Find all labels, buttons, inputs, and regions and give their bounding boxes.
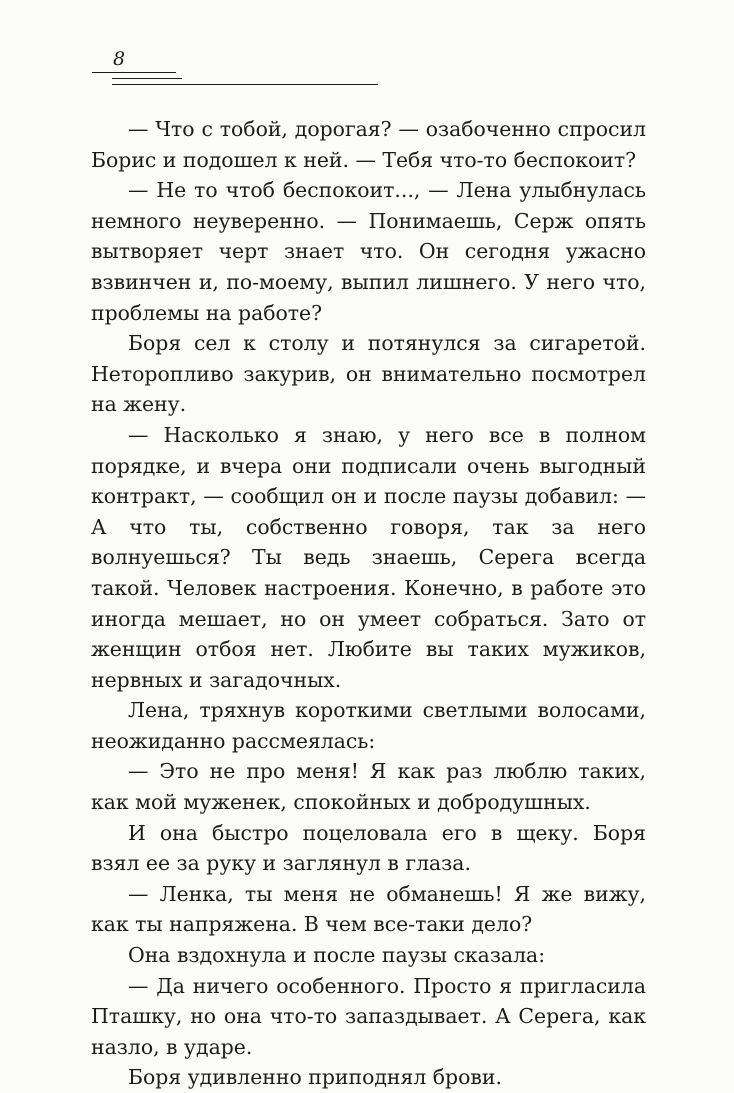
page-text: [91, 114, 646, 1093]
paragraph: — Это не про меня! Я как раз люблю таких, как мой муженек, спокойных и добродушных.: [91, 759, 646, 815]
header-rule-middle: [112, 78, 182, 79]
paragraph: — Насколько я знаю, у него все в полном порядке, и вчера они подписали очень выгодный контракт, — сообщил он и после паузы добавил: — А что ты, собственно говоря, так за него волнуешься? Ты ведь знаешь, Серега всегда такой. Человек настроения. Конечно, в работе это иногда мешает, но он умеет собраться. Зато от женщин отбоя нет. Любите вы таких мужиков, нервных и загадочных.: [91, 422, 646, 692]
header-rule-bottom: [112, 84, 378, 85]
paragraph: Боря удивленно приподнял брови.: [128, 1065, 502, 1090]
paragraph: И она быстро поцеловала его в щеку. Боря взял ее за руку и заглянул в глаза.: [91, 820, 646, 876]
paragraph: — Что с тобой, дорогая? — озабоченно спросил Борис и подошел к ней. — Тебя что-то беспокоит?: [91, 117, 646, 172]
paragraph: Лена, тряхнув короткими светлыми волосами, неожиданно рассмеялась:: [91, 698, 646, 753]
paragraph: — Ленка, ты меня не обманешь! Я же вижу, как ты напряжена. В чем все-таки дело?: [91, 881, 646, 937]
page-header: [88, 44, 378, 94]
paragraph: Она вздохнула и после паузы сказала:: [128, 943, 546, 968]
paragraph: — Да ничего особенного. Просто я пригласила Пташку, но она что-то запаздывает. А Серега, как назло, в ударе.: [91, 973, 646, 1059]
header-rule-top: [92, 72, 176, 73]
page-number: 8: [113, 48, 126, 70]
paragraph: — Не то чтоб беспокоит..., — Лена улыбнулась немного неуверенно. — Понимаешь, Серж опять вытворяет черт знает что. Он сегодня ужасно взвинчен и, по-моему, выпил лишнего. У него что, проблемы на работе?: [91, 178, 646, 325]
paragraph: Боря сел к столу и потянулся за сигаретой. Неторопливо закурив, он внимательно посмотрел на жену.: [91, 331, 646, 417]
